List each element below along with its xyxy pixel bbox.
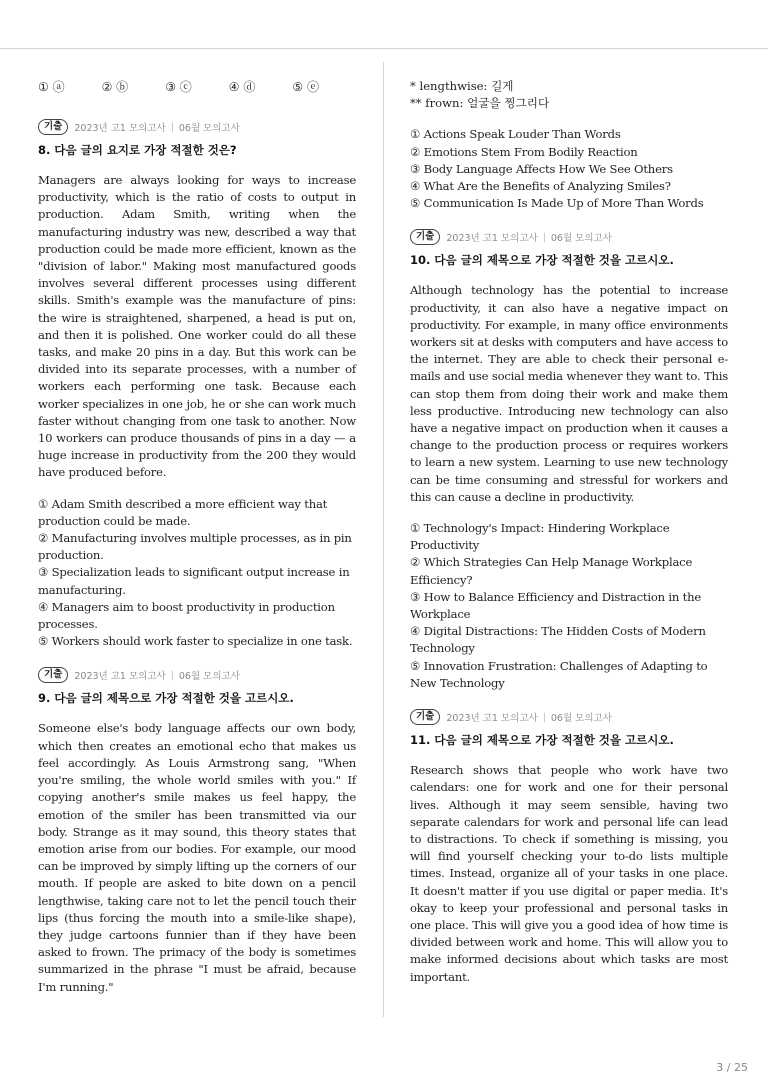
q9-title: 9. 다음 글의 제목으로 가장 적절한 것을 고르시오. — [38, 691, 294, 706]
exam-year: 2023년 고1 모의고사 — [446, 713, 538, 725]
choice-1[interactable]: ① ⓐ — [38, 80, 65, 94]
q8-source — [38, 118, 356, 136]
exam-year: 2023년 고1 모의고사 — [74, 671, 166, 683]
q10-choices — [410, 520, 728, 692]
q10-passage: Although technology has the potential to increase productivity, it can also have a negative impact on productivity. For example, in many office environments workers sit at desks with computers and have access to the internet. They are able to check their personal e-mails and use social media whenever they want to. This can stop them from doing their work and make them less productive. Introducing new technology can also have a negative impact on production when it causes a change to the production process or requires workers to learn a new system. Learning to use new technology can be time consuming and stressful for workers and this can cause a decline in productivity. — [410, 283, 728, 504]
q9-footnotes — [410, 78, 728, 112]
choice-2[interactable]: ② ⓑ — [101, 80, 129, 94]
q10-choice-5[interactable]: ⑤ Innovation Frustration: Challenges of Adapting to New Technology — [410, 658, 708, 690]
q11-title: 11. 다음 글의 제목으로 가장 적절한 것을 고르시오. — [410, 733, 674, 748]
past-exam-badge: 기출 — [410, 229, 440, 245]
past-exam-badge: 기출 — [410, 709, 440, 725]
q8-choice-2[interactable]: ② Manufacturing involves multiple processes, as in pin production. — [38, 531, 352, 563]
q9-source — [38, 666, 356, 684]
q10-source — [410, 228, 728, 246]
choice-4[interactable]: ④ ⓓ — [228, 80, 256, 94]
right-column — [410, 78, 728, 1000]
q8-choice-1[interactable]: ① Adam Smith described a more efficient way that production could be made. — [38, 496, 328, 528]
q9-choice-4[interactable]: ④ What Are the Benefits of Analyzing Smiles? — [410, 179, 671, 194]
q11-passage: Research shows that people who work have two calendars: one for work and one for their personal lives. Although it may seem sensible, having two separate calendars for work and personal life can lead to distractions. To check if something is missing, you will find yourself checking your to-do lists multiple times. Instead, organize all of your tasks in one place. It doesn't matter if you use digital or paper media. It's okay to keep your professional and personal tasks in one place. This will give you a good idea of how time is divided between work and home. This will allow you to make informed decisions about which tasks are most important. — [410, 763, 728, 984]
separator: | — [542, 711, 546, 723]
separator: | — [542, 231, 546, 243]
header-rule — [0, 48, 768, 49]
q9-choice-5[interactable]: ⑤ Communication Is Made Up of More Than Words — [410, 196, 704, 211]
q10-choice-3[interactable]: ③ How to Balance Efficiency and Distraction in the Workplace — [410, 589, 702, 622]
footnote-1: * lengthwise: 길게 — [410, 79, 514, 93]
exam-month: 06월 모의고사 — [550, 713, 612, 725]
choice-3[interactable]: ③ ⓒ — [165, 80, 192, 94]
separator: | — [170, 669, 174, 681]
past-exam-badge: 기출 — [38, 667, 68, 683]
q10-choice-2[interactable]: ② Which Strategies Can Help Manage Workplace Efficiency? — [410, 555, 693, 587]
q9-choice-1[interactable]: ① Actions Speak Louder Than Words — [410, 127, 621, 142]
past-exam-badge: 기출 — [38, 119, 68, 135]
q8-passage: Managers are always looking for ways to increase productivity, which is the ratio of costs to output in production. Adam Smith, writing when the manufacturing industry was new, described a way that production could be made more efficient, known as the "division of labor." Making most manufactured goods involves several different processes using different skills. Smith's example was the manufacture of pins: the wire is straightened, sharpened, a head is put on, and then it is polished. One worker could do all these tasks, and make 20 pins in a day. But this work can be divided into its separate processes, with a number of workers each performing one task. Because each worker specializes in one job, he or she can work much faster without changing from one task to another. Now 10 workers can produce thousands of pins in a day — a huge increase in productivity from the 200 they would have produced before. — [38, 173, 356, 480]
footnote-2: ** frown: 얼굴을 찡그리다 — [410, 96, 550, 111]
q9-choices — [410, 126, 728, 212]
exam-month: 06월 모의고사 — [178, 671, 240, 683]
q8-choice-5[interactable]: ⑤ Workers should work faster to specialize in one task. — [38, 634, 353, 649]
q8-choices — [38, 496, 356, 651]
exam-month: 06월 모의고사 — [550, 233, 612, 245]
q9-choice-2[interactable]: ② Emotions Stem From Bodily Reaction — [410, 144, 638, 159]
q11-source — [410, 708, 728, 726]
exam-year: 2023년 고1 모의고사 — [74, 123, 166, 134]
q8-choice-3[interactable]: ③ Specialization leads to significant output increase in manufacturing. — [38, 565, 350, 597]
q10-title: 10. 다음 글의 제목으로 가장 적절한 것을 고르시오. — [410, 253, 674, 268]
q8-title: 8. 다음 글의 요지로 가장 적절한 것은? — [38, 143, 237, 157]
q10-choice-4[interactable]: ④ Digital Distractions: The Hidden Costs of Modern Technology — [410, 624, 706, 656]
column-divider — [383, 62, 384, 1017]
exam-month: 06월 모의고사 — [178, 123, 240, 134]
previous-question-choices — [38, 78, 356, 96]
exam-year: 2023년 고1 모의고사 — [446, 233, 538, 245]
separator: | — [170, 121, 174, 133]
page-number: 3 / 25 — [716, 1061, 748, 1074]
q9-choice-3[interactable]: ③ Body Language Affects How We See Others — [410, 161, 673, 176]
q10-choice-1[interactable]: ① Technology's Impact: Hindering Workplace Productivity — [410, 521, 670, 553]
choice-5[interactable]: ⑤ ⓔ — [292, 80, 319, 94]
q8-choice-4[interactable]: ④ Managers aim to boost productivity in production processes. — [38, 599, 335, 632]
q9-passage: Someone else's body language affects our own body, which then creates an emotional echo that makes us feel accordingly. As Louis Armstrong sang, "When you're smiling, the whole world smiles with you." If copying another's smile makes us feel happy, the emotion of the smiler has been transmitted via our body. Strange as it may sound, this theory states that emotion arise from our bodies. For example, our mood can be improved by simply lifting up the corners of our mouth. If people are asked to bite down on a pencil lengthwise, taking care not to let the pencil touch their lips (thus forcing the mouth into a smile-like shape), they judge cartoons funnier than if they have been asked to frown. The primacy of the body is sometimes summarized in the phrase "I must be afraid, because I'm running." — [38, 721, 356, 994]
left-column — [38, 78, 356, 1010]
